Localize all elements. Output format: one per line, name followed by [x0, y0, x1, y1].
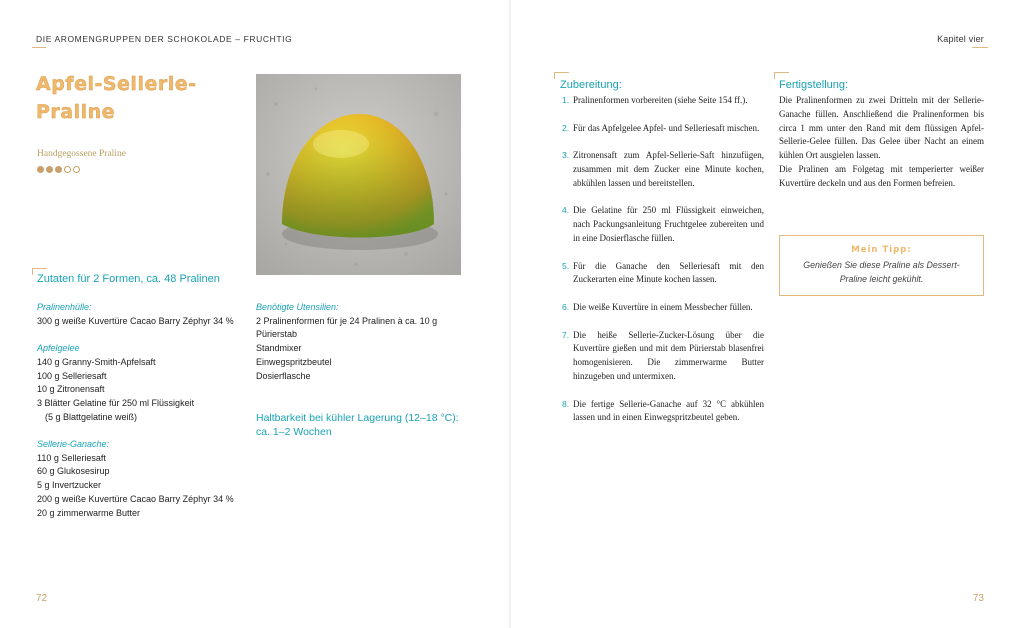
- step-text: Die heiße Sellerie-Zucker-Lösung über die Kuvertüre gießen und mit dem Pürierstab blasenfrei homogenisieren. Die zimmerwarme Butter hinzugeben und untermixen.: [573, 329, 764, 381]
- shelf-life-line1: Haltbarkeit bei kühler Lagerung (12–18 °C):: [256, 412, 459, 424]
- ingredient-item: 20 g zimmerwarme Butter: [37, 507, 141, 518]
- running-head-left: DIE AROMENGRUPPEN DER SCHOKOLADE – FRUCHTIG: [36, 34, 293, 44]
- shelf-life-line2: ca. 1–2 Wochen: [256, 426, 332, 438]
- page-number-right: 73: [972, 593, 984, 604]
- step-number: 6.: [562, 301, 570, 312]
- recipe-title-line2: Praline: [36, 101, 116, 123]
- recipe-title-line1: Apfel-Sellerie-: [36, 73, 197, 95]
- header-rule-right: [972, 47, 988, 48]
- ingredient-item: 200 g weiße Kuvertüre Cacao Barry Zéphyr 34 %: [37, 493, 234, 504]
- page-gutter: [509, 0, 511, 628]
- group-label-shell: Pralinenhülle:: [37, 302, 92, 312]
- utensils-label: Benötigte Utensilien:: [256, 302, 339, 312]
- difficulty-dot-filled: [46, 166, 53, 173]
- recipe-title: [36, 70, 236, 126]
- utensil-item: Standmixer: [256, 343, 302, 354]
- step-number: 1.: [562, 95, 570, 105]
- step-number: 3.: [562, 150, 570, 161]
- step-item: [562, 398, 764, 426]
- ingredient-item: 10 g Zitronensaft: [37, 384, 105, 395]
- header-rule-left: [32, 47, 46, 48]
- step-item: [562, 301, 764, 315]
- step-number: 8.: [562, 398, 570, 409]
- group-label-ganache: Sellerie-Ganache:: [37, 439, 110, 449]
- ingredient-item: 110 g Selleriesaft: [37, 452, 106, 463]
- finishing-heading: Fertigstellung:: [779, 79, 849, 91]
- shelf-life: [256, 411, 471, 439]
- group-label-gelee: Apfelgelee: [37, 343, 80, 354]
- step-number: 4.: [562, 205, 570, 216]
- utensils-list: [256, 301, 466, 383]
- step-number: 2.: [562, 122, 570, 133]
- finishing-paragraph: Die Pralinen am Folgetag mit temperierter weißer Kuvertüre deckeln und aus den Formen befreien.: [779, 163, 984, 188]
- ingredient-item: 5 g Invertzucker: [37, 480, 102, 491]
- ingredient-list: [37, 301, 247, 520]
- ingredient-item: 3 Blätter Gelatine für 250 ml Flüssigkeit: [37, 397, 195, 408]
- difficulty-dot-empty: [64, 166, 71, 173]
- difficulty-dot-empty: [73, 166, 80, 173]
- difficulty-rating: [37, 166, 80, 173]
- ingredient-item: 140 g Granny-Smith-Apfelsaft: [37, 356, 156, 367]
- finishing-paragraph: Die Pralinenformen zu zwei Dritteln mit der Sellerie-Ganache füllen. Anschließend die Pralinenformen bis circa 1 mm unter den Rand mit dem flüssigen Apfel-Sellerie-Gelee füllen. Das Gelee über Nacht an einem kühlen Ort ausgielen lassen.: [779, 95, 984, 161]
- difficulty-dot-filled: [55, 166, 62, 173]
- step-item: [562, 260, 764, 288]
- page-number-left: 72: [36, 593, 48, 604]
- ingredient-item: 60 g Glukosesirup: [37, 466, 110, 477]
- step-item: [562, 149, 764, 190]
- step-item: [562, 204, 764, 245]
- step-text: Zitronensaft zum Apfel-Sellerie-Saft hinzufügen, zusammen mit dem Zucker eine Minute kochen, abkühlen lassen und bereitstellen.: [573, 150, 764, 188]
- utensil-item: Dosierflasche: [256, 370, 311, 381]
- utensil-item: Pürierstab: [256, 329, 298, 340]
- difficulty-dot-filled: [37, 166, 44, 173]
- tip-title: Mein Tipp:: [851, 245, 912, 255]
- utensil-item: 2 Pralinenformen für je 24 Pralinen à ca. 10 g: [256, 315, 438, 326]
- step-number: 5.: [562, 260, 570, 271]
- step-text: Die Gelatine für 250 ml Flüssigkeit einweichen, nach Packungsanleitung Fruchtgelee zubereiten und in eine Dosierflasche füllen.: [573, 205, 764, 243]
- step-item: [562, 94, 764, 108]
- step-text: Für das Apfelgelee Apfel- und Selleriesaft mischen.: [573, 122, 760, 133]
- ingredient-item: (5 g Blattgelatine weiß): [45, 411, 138, 422]
- recipe-subtitle: Handgegossene Praline: [37, 149, 126, 159]
- ingredient-item: 300 g weiße Kuvertüre Cacao Barry Zéphyr 34 %: [37, 315, 234, 326]
- step-text: Die weiße Kuvertüre in einem Messbecher füllen.: [573, 301, 753, 312]
- preparation-heading: Zubereitung:: [560, 79, 622, 91]
- step-item: [562, 329, 764, 384]
- ingredients-heading: Zutaten für 2 Formen, ca. 48 Pralinen: [37, 273, 220, 285]
- praline-image: [256, 74, 461, 275]
- running-head-right: Kapitel vier: [937, 34, 984, 44]
- step-number: 7.: [562, 329, 570, 340]
- step-item: [562, 122, 764, 136]
- step-text: Für die Ganache den Selleriesaft mit den Zuckerarten eine Minute kochen lassen.: [573, 260, 764, 285]
- utensil-item: Einwegspritzbeutel: [256, 356, 332, 367]
- finishing-tick: [774, 72, 789, 79]
- finishing-text: [779, 94, 984, 191]
- preparation-steps: [562, 94, 764, 439]
- step-text: Pralinenformen vorbereiten (siehe Seite 154 ff.).: [573, 95, 748, 105]
- tip-text: Genießen Sie diese Praline als Dessert-Praline leicht gekühlt.: [803, 260, 960, 284]
- tip-box: [779, 235, 984, 296]
- preparation-tick: [554, 72, 569, 79]
- step-text: Die fertige Sellerie-Ganache auf 32 °C abkühlen lassen und in einen Einwegspritzbeutel geben.: [573, 398, 764, 423]
- praline-photo: [256, 74, 461, 275]
- ingredient-item: 100 g Selleriesaft: [37, 370, 107, 381]
